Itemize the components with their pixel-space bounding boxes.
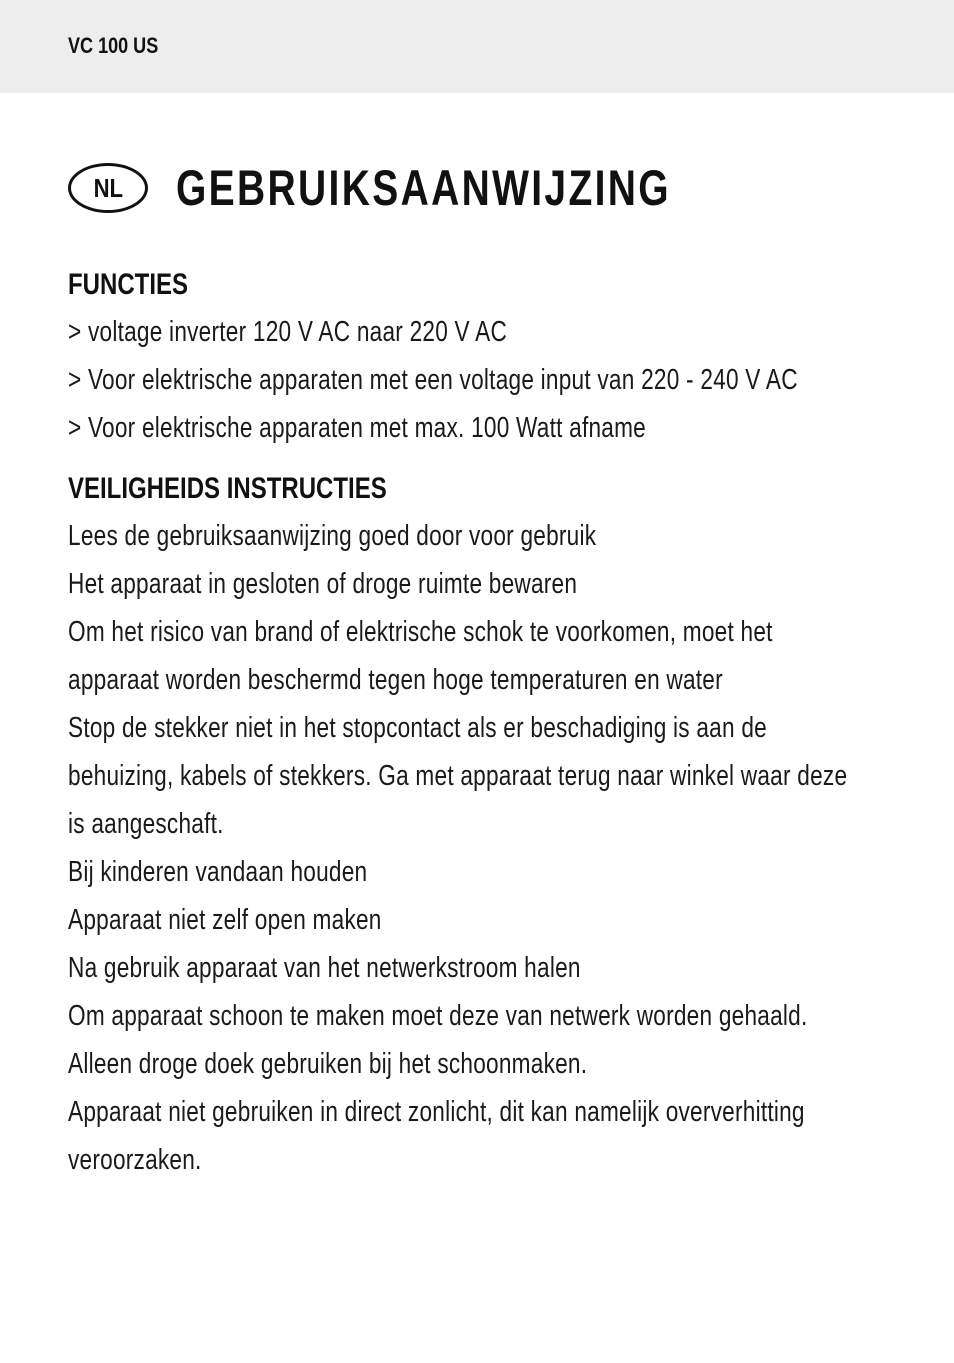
veiligheid-line: Alleen droge doek gebruiken bij het schoonmaken. <box>68 1048 588 1080</box>
veiligheid-line: behuizing, kabels of stekkers. Ga met apparaat terug naar winkel waar deze <box>68 760 848 792</box>
model-code: VC 100 US <box>68 33 159 58</box>
document-body <box>68 262 908 1184</box>
language-badge-label: NL <box>93 172 123 203</box>
section-heading-functies: FUNCTIES <box>68 268 188 301</box>
veiligheid-line: Om apparaat schoon te maken moet deze van netwerk worden gehaald. <box>68 1000 808 1032</box>
veiligheid-line: Bij kinderen vandaan houden <box>68 856 368 888</box>
functies-item: > Voor elektrische apparaten met max. 100 Watt afname <box>68 412 646 444</box>
veiligheid-line: Na gebruik apparaat van het netwerkstroom halen <box>68 952 581 984</box>
section-gap <box>68 452 908 466</box>
language-badge <box>68 163 148 213</box>
veiligheid-line: Apparaat niet gebruiken in direct zonlicht, dit kan namelijk oververhitting <box>68 1096 805 1128</box>
veiligheid-line: Het apparaat in gesloten of droge ruimte bewaren <box>68 568 578 600</box>
section-heading-veiligheid: VEILIGHEIDS INSTRUCTIES <box>68 472 387 505</box>
veiligheid-line: Lees de gebruiksaanwijzing goed door voor gebruik <box>68 520 597 552</box>
veiligheid-line: is aangeschaft. <box>68 808 224 840</box>
page-title: GEBRUIKSAANWIJZING <box>176 160 671 216</box>
functies-item: > voltage inverter 120 V AC naar 220 V AC <box>68 316 508 348</box>
veiligheid-line: apparaat worden beschermd tegen hoge temperaturen en water <box>68 664 723 696</box>
veiligheid-line: Apparaat niet zelf open maken <box>68 904 382 936</box>
veiligheid-line: Stop de stekker niet in het stopcontact als er beschadiging is aan de <box>68 712 767 744</box>
title-row <box>68 158 811 218</box>
veiligheid-line: Om het risico van brand of elektrische schok te voorkomen, moet het <box>68 616 773 648</box>
veiligheid-line: veroorzaken. <box>68 1144 202 1176</box>
header-band <box>0 0 954 93</box>
functies-item: > Voor elektrische apparaten met een voltage input van 220 - 240 V AC <box>68 364 798 396</box>
